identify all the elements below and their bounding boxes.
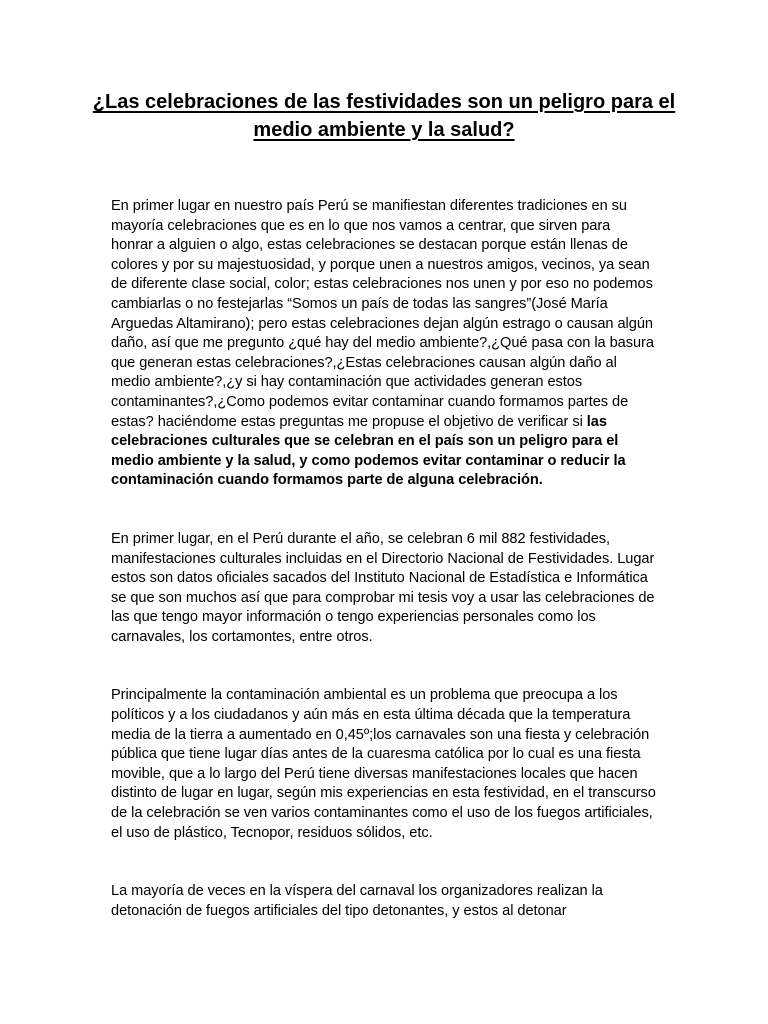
document-title: ¿Las celebraciones de las festividades son un peligro para el medio ambiente y la salud? — [92, 91, 676, 141]
paragraph-3-text: Principalmente la contaminación ambiental es un problema que preocupa a los políticos y a los ciudadanos y aún más en esta última década que la temperatura media de la tierra a aumentado en 0,45º;los carnavales son una fiesta y celebración pública que tiene lugar días antes de la cuaresma católica por lo cual es una fiesta movible, que a lo largo del Perú tiene diversas manifestaciones locales que hacen distinto de lugar en lugar, según mis experiencias en esta festividad, en el transcurso de la celebración se ven varios contaminantes como el uso de los fuegos artificiales, el uso de plástico, Tecnopor, residuos sólidos, etc. — [111, 687, 656, 841]
document-body — [111, 197, 656, 960]
paragraph-2 — [111, 530, 656, 648]
paragraph-4-text: La mayoría de veces en la víspera del carnaval los organizadores realizan la detonación de fuegos artificiales del tipo detonantes, y estos al detonar — [111, 883, 603, 919]
paragraph-1 — [111, 197, 656, 491]
paragraph-2-text: En primer lugar, en el Perú durante el año, se celebran 6 mil 882 festividades, manifestaciones culturales incluidas en el Directorio Nacional de Festividades. Lugar estos son datos oficiales sacados del Instituto Nacional de Estadística e Informática se que son muchos así que para comprobar mi tesis voy a usar las celebraciones de las que tengo mayor información o tengo experiencias personales como los carnavales, los cortamontes, entre otros. — [111, 530, 655, 645]
paragraph-3 — [111, 686, 656, 843]
paragraph-1-text: En primer lugar en nuestro país Perú se manifiestan diferentes tradiciones en su mayoría celebraciones que es en lo que nos vamos a centrar, que sirven para honrar a alguien o algo, estas celebraciones se destacan porque están llenas de colores y por su majestuosidad, y porque unen a nuestros amigos, vecinos, ya sean de diferente clase social, color; estas celebraciones nos unen y por eso no podemos cambiarlas o no festejarlas “Somos un país de todas las sangres”(José María Arguedas Altamirano); pero estas celebraciones dejan algún estrago o causan algún daño, así que me pregunto ¿qué hay del medio ambiente?,¿Qué pasa con la basura que generan estas celebraciones?,¿Estas celebraciones causan algún daño al medio ambiente?,¿y si hay contaminación que actividades generan estos contaminantes?,¿Como podemos evitar contaminar cuando formamos partes de estas? haciéndome estas preguntas me propuse el objetivo de verificar si — [111, 198, 654, 430]
paragraph-4 — [111, 882, 656, 921]
paragraph-1-thesis-bold: las celebraciones culturales que se celebran en el país son un peligro para el medio ambiente y la salud, y como podemos evitar contaminar o reducir la contaminación cuando formamos parte de alguna celebración. — [111, 413, 626, 489]
